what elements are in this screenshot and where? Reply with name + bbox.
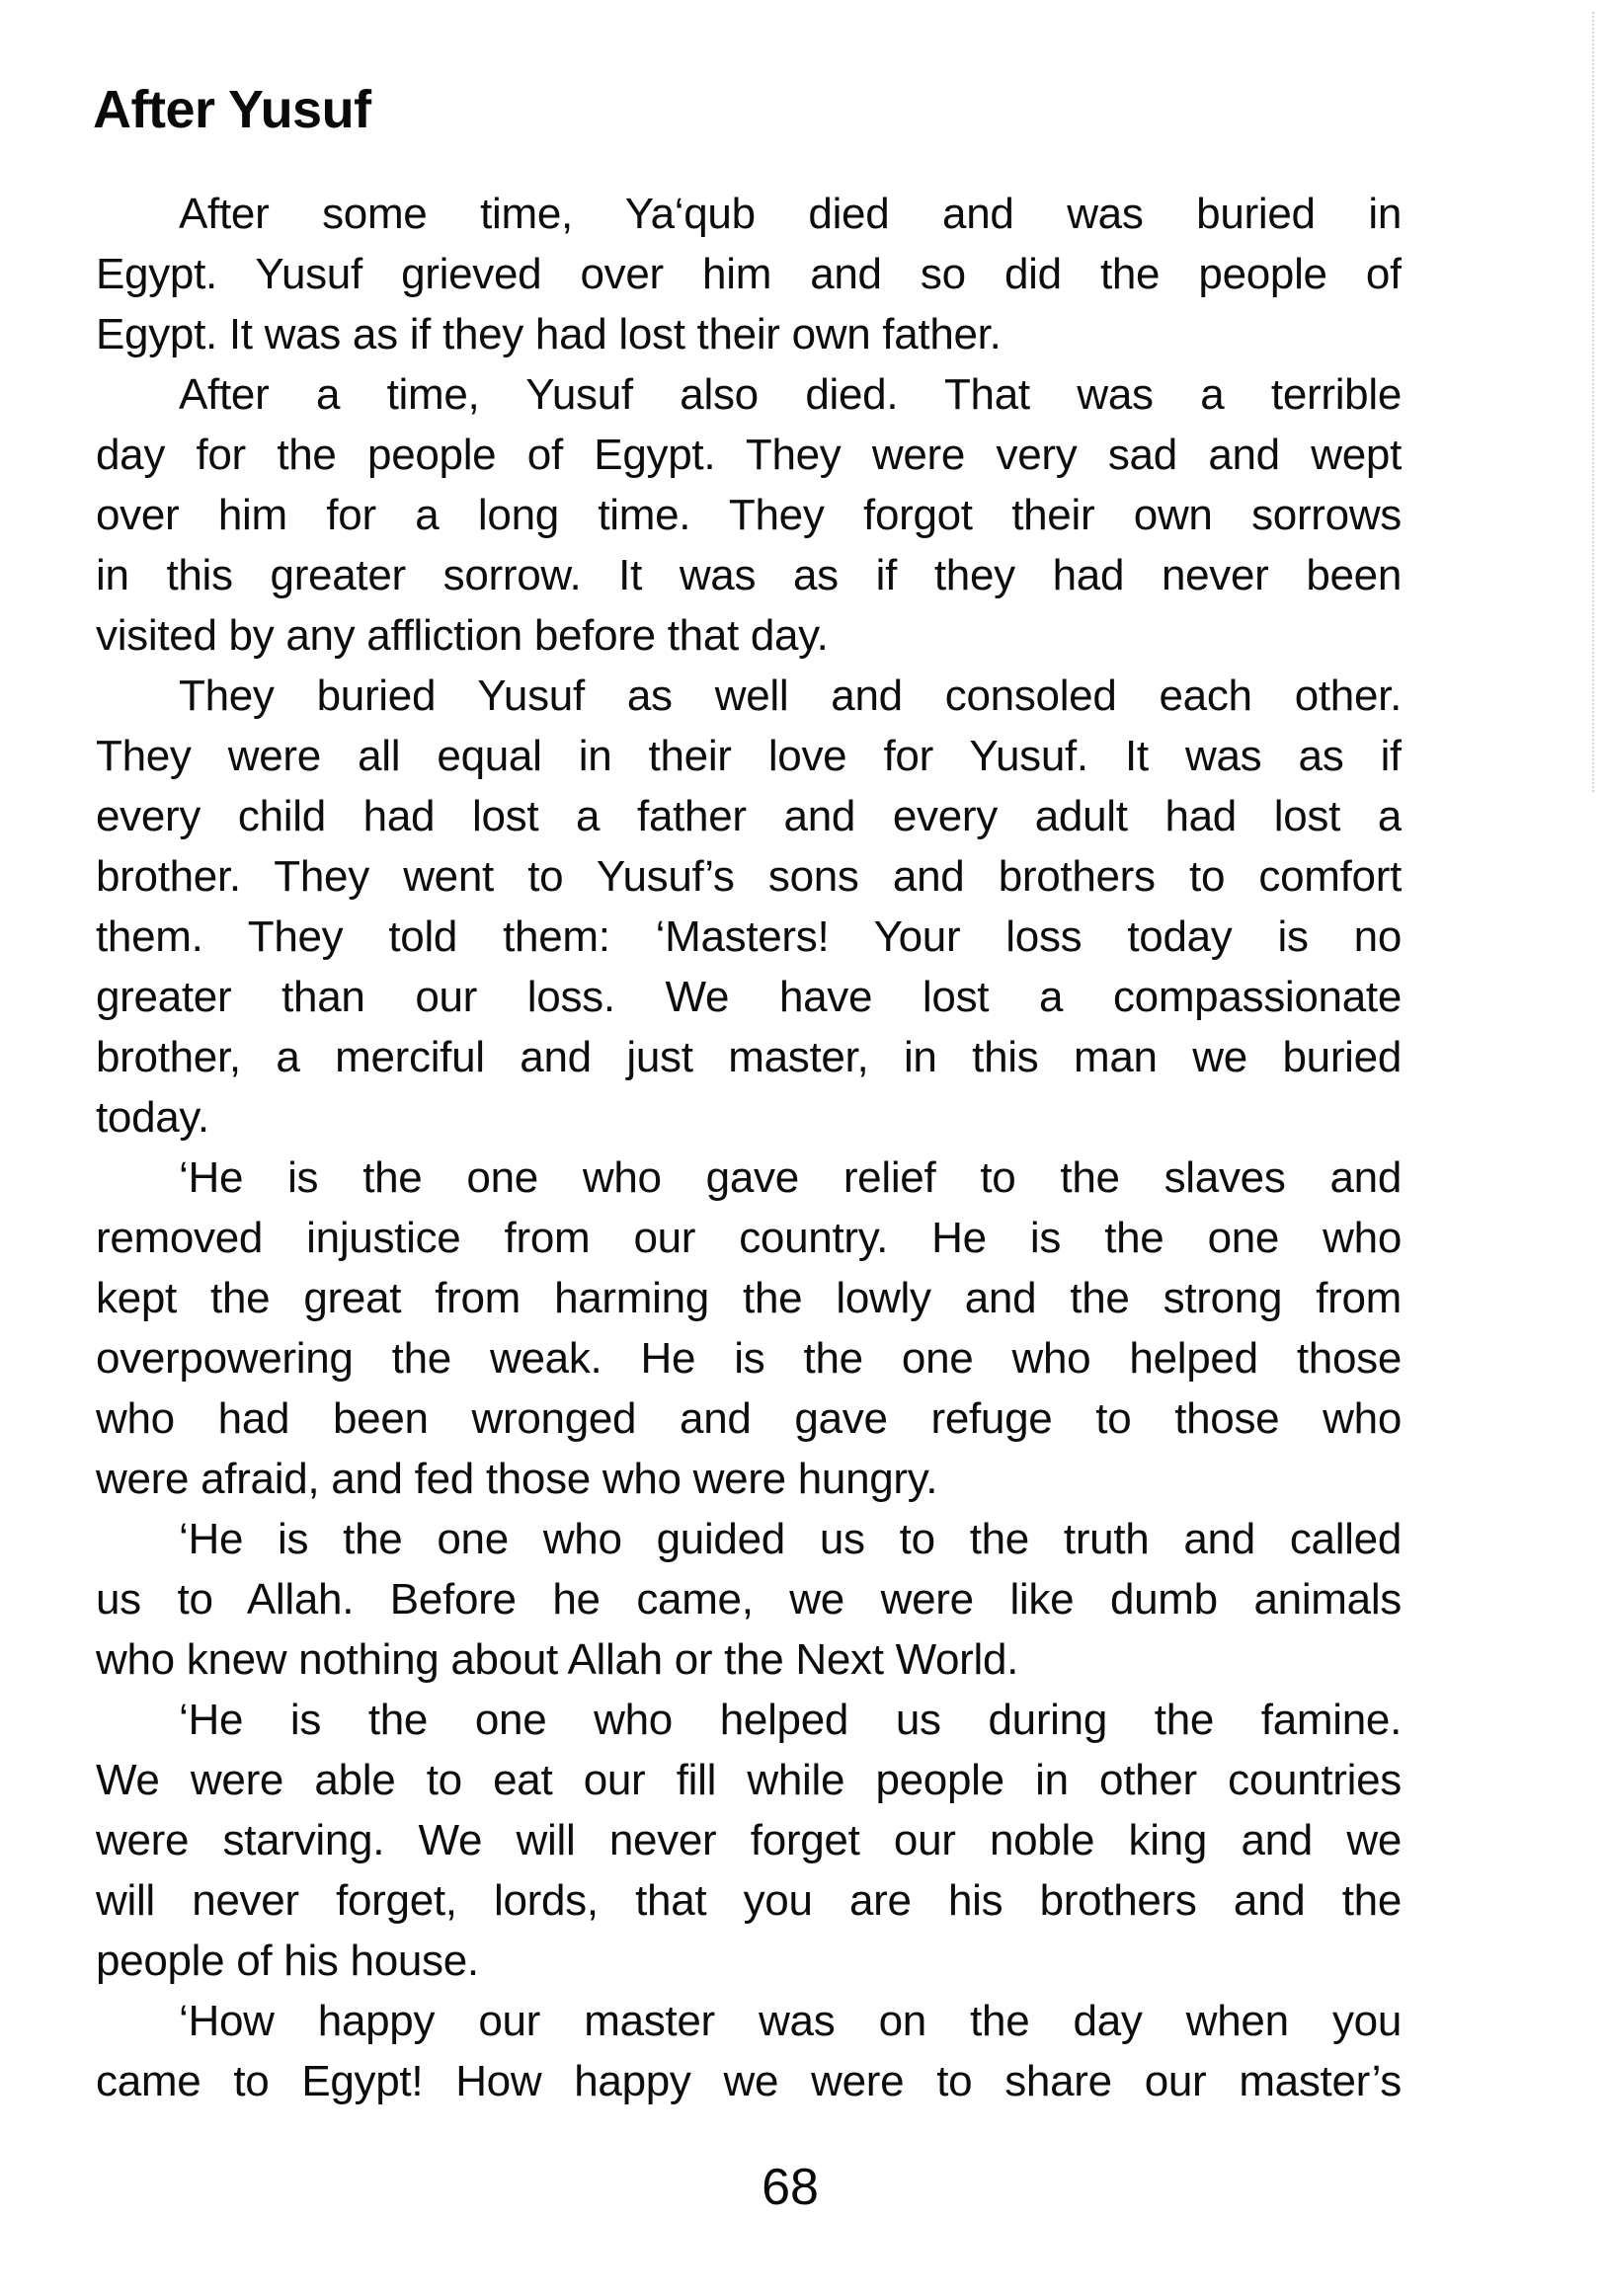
text-line: us to Allah. Before he came, we were like dumb animals (96, 1575, 1402, 1623)
text-line: were afraid, and fed those who were hungry. (96, 1455, 938, 1503)
text-line: today. (96, 1093, 209, 1142)
text-line: After some time, Ya‘qub died and was buried in (179, 190, 1402, 238)
text-line: kept the great from harming the lowly and the strong from (96, 1274, 1402, 1322)
text-line: over him for a long time. They forgot their own sorrows (96, 491, 1402, 539)
text-line: who knew nothing about Allah or the Next World. (96, 1635, 1019, 1684)
text-line: They buried Yusuf as well and consoled each other. (179, 672, 1402, 720)
text-line: came to Egypt! How happy we were to share our master’s (96, 2057, 1402, 2105)
text-line: Egypt. Yusuf grieved over him and so did the people of (96, 250, 1402, 298)
text-line: every child had lost a father and every adult had lost a (96, 792, 1402, 840)
text-line: day for the people of Egypt. They were very sad and wept (96, 431, 1402, 479)
text-line: Egypt. It was as if they had lost their own father. (96, 310, 1002, 358)
text-line: in this greater sorrow. It was as if they had never been (96, 551, 1402, 599)
body-text (96, 184, 1402, 2111)
text-line: We were able to eat our fill while people in other countries (96, 1756, 1402, 1804)
text-line: brother. They went to Yusuf’s sons and brothers to comfort (96, 852, 1402, 901)
text-line: them. They told them: ‘Masters! Your loss today is no (96, 912, 1402, 961)
text-line: ‘He is the one who helped us during the famine. (179, 1696, 1402, 1744)
text-line: greater than our loss. We have lost a compassionate (96, 973, 1402, 1021)
text-line: were starving. We will never forget our noble king and we (96, 1816, 1402, 1864)
text-line: visited by any affliction before that day. (96, 611, 829, 660)
text-line: who had been wronged and gave refuge to those who (96, 1394, 1402, 1443)
text-line: ‘How happy our master was on the day when you (179, 1997, 1402, 2045)
page-number: 68 (762, 2159, 819, 2216)
text-line: brother, a merciful and just master, in this man we buried (96, 1033, 1402, 1081)
text-line: They were all equal in their love for Yusuf. It was as if (96, 732, 1402, 780)
section-heading: After Yusuf (93, 80, 371, 139)
text-line: overpowering the weak. He is the one who helped those (96, 1334, 1402, 1383)
text-line: ‘He is the one who guided us to the truth and called (179, 1515, 1402, 1563)
text-line: will never forget, lords, that you are his brothers and the (96, 1876, 1402, 1925)
page-edge-artifact (1592, 12, 1594, 792)
text-line: removed injustice from our country. He is the one who (96, 1214, 1402, 1262)
text-line: people of his house. (96, 1937, 479, 1985)
text-line: ‘He is the one who gave relief to the slaves and (179, 1153, 1402, 1202)
text-line: After a time, Yusuf also died. That was a terrible (179, 370, 1402, 419)
